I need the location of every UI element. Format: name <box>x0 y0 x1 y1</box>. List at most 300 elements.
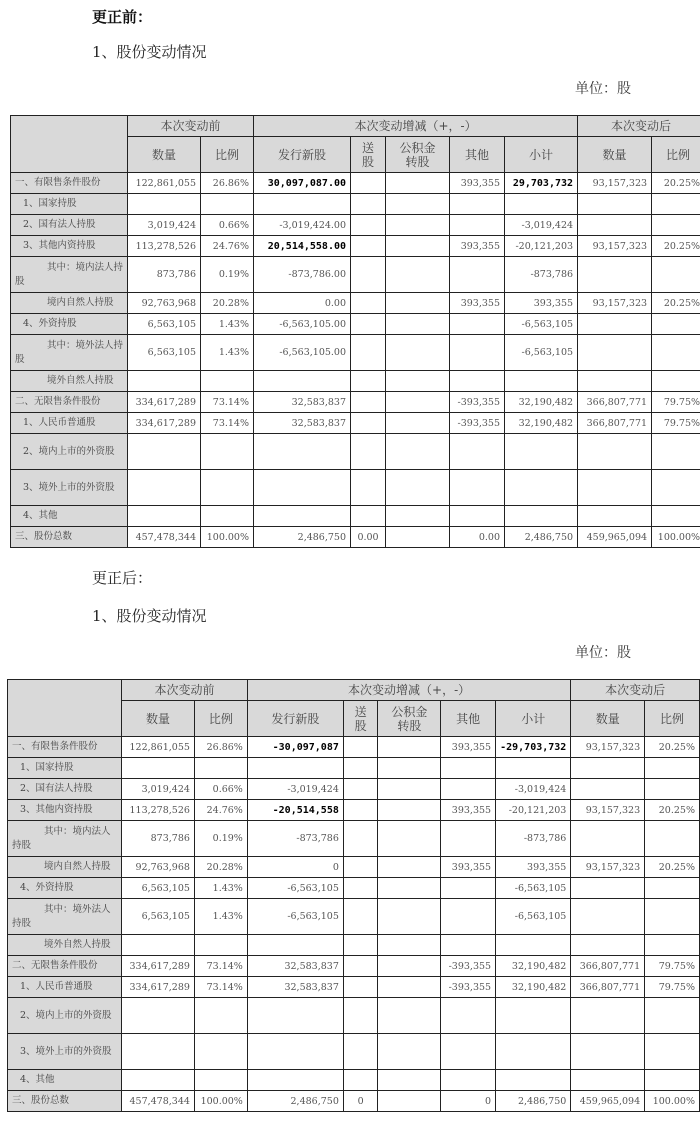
cell-ratio-after: 79.75% <box>645 956 700 977</box>
cell-new-issue: 20,514,558.00 <box>254 236 351 257</box>
cell-qty: 92,763,968 <box>128 293 201 314</box>
cell-reserve <box>386 506 450 527</box>
cell-reserve <box>386 527 450 548</box>
cell-ratio-after: 79.75% <box>652 392 700 413</box>
cell-ratio-after <box>652 257 700 293</box>
header-group-before: 本次变动前 <box>122 680 248 701</box>
cell-new-issue <box>247 1034 343 1070</box>
cell-reserve <box>386 293 450 314</box>
cell-bonus <box>351 506 386 527</box>
cell-ratio-after <box>652 194 700 215</box>
cell-bonus <box>343 956 378 977</box>
cell-reserve <box>386 371 450 392</box>
row-label: 2、境内上市的外资股 <box>8 998 122 1034</box>
cell-qty: 6,563,105 <box>128 335 201 371</box>
cell-qty-after <box>578 194 652 215</box>
cell-new-issue: -3,019,424.00 <box>254 215 351 236</box>
cell-new-issue: 0.00 <box>254 293 351 314</box>
row-label: 境内自然人持股 <box>8 857 122 878</box>
cell-reserve <box>378 998 441 1034</box>
cell-qty-after <box>571 779 645 800</box>
cell-subtotal: 29,703,732 <box>505 173 578 194</box>
cell-bonus <box>351 257 386 293</box>
cell-bonus <box>351 413 386 434</box>
cell-qty-after <box>578 434 652 470</box>
after-title: 更正后： <box>92 569 153 587</box>
cell-qty-after <box>571 998 645 1034</box>
table-row <box>11 434 700 470</box>
table-row <box>11 371 700 392</box>
cell-ratio <box>201 506 254 527</box>
cell-ratio-after <box>645 821 700 857</box>
cell-ratio <box>201 371 254 392</box>
cell-qty: 92,763,968 <box>122 857 195 878</box>
cell-reserve <box>386 470 450 506</box>
cell-other <box>450 257 505 293</box>
cell-bonus <box>343 857 378 878</box>
cell-new-issue: 32,583,837 <box>254 392 351 413</box>
cell-reserve <box>386 434 450 470</box>
cell-qty-after: 459,965,094 <box>578 527 652 548</box>
cell-subtotal <box>496 758 571 779</box>
cell-ratio-after: 20.25% <box>652 236 700 257</box>
cell-ratio: 73.14% <box>201 392 254 413</box>
cell-qty: 3,019,424 <box>128 215 201 236</box>
table-row <box>11 194 700 215</box>
cell-subtotal: 2,486,750 <box>505 527 578 548</box>
cell-ratio-after: 20.25% <box>645 857 700 878</box>
table-row <box>8 758 700 779</box>
cell-other: 393,355 <box>441 800 496 821</box>
cell-ratio: 73.14% <box>201 413 254 434</box>
cell-new-issue: 32,583,837 <box>247 977 343 998</box>
cell-other: -393,355 <box>450 413 505 434</box>
cell-ratio-after: 100.00% <box>645 1091 700 1112</box>
cell-other <box>450 470 505 506</box>
row-label: 1、人民币普通股 <box>8 977 122 998</box>
cell-bonus: 0.00 <box>351 527 386 548</box>
cell-qty: 334,617,289 <box>122 956 195 977</box>
cell-qty-after: 93,157,323 <box>571 800 645 821</box>
cell-ratio: 20.28% <box>201 293 254 314</box>
cell-other <box>450 335 505 371</box>
after-section-title: 1、股份变动情况 <box>92 607 207 625</box>
row-label: 3、其他内资持股 <box>11 236 128 257</box>
cell-new-issue: -6,563,105.00 <box>254 314 351 335</box>
cell-new-issue <box>254 371 351 392</box>
row-label: 4、其他 <box>11 506 128 527</box>
header-corner-cell <box>8 680 122 737</box>
cell-qty-after <box>571 1070 645 1091</box>
cell-other <box>441 821 496 857</box>
cell-subtotal: -3,019,424 <box>496 779 571 800</box>
row-label: 三、股份总数 <box>11 527 128 548</box>
cell-ratio-after <box>645 899 700 935</box>
header-subtotal: 小计 <box>496 701 571 737</box>
cell-qty: 873,786 <box>122 821 195 857</box>
cell-subtotal: -6,563,105 <box>496 899 571 935</box>
cell-qty-after: 366,807,771 <box>571 977 645 998</box>
cell-reserve <box>378 935 441 956</box>
cell-subtotal: 393,355 <box>505 293 578 314</box>
header-other: 其他 <box>441 701 496 737</box>
cell-subtotal: 393,355 <box>496 857 571 878</box>
table-row <box>11 215 700 236</box>
cell-other <box>441 1034 496 1070</box>
header-ratio-after: 比例 <box>645 701 700 737</box>
cell-new-issue: 32,583,837 <box>247 956 343 977</box>
cell-other: 0 <box>441 1091 496 1112</box>
cell-qty-after <box>571 758 645 779</box>
cell-ratio <box>201 194 254 215</box>
cell-ratio <box>194 758 247 779</box>
cell-ratio-after: 79.75% <box>652 413 700 434</box>
cell-qty <box>122 1070 195 1091</box>
cell-qty: 122,861,055 <box>128 173 201 194</box>
cell-qty: 3,019,424 <box>122 779 195 800</box>
cell-new-issue <box>254 470 351 506</box>
cell-other <box>441 1070 496 1091</box>
cell-ratio <box>194 935 247 956</box>
cell-ratio <box>194 1034 247 1070</box>
cell-qty-after: 93,157,323 <box>578 173 652 194</box>
cell-qty-after <box>571 878 645 899</box>
cell-qty-after <box>571 935 645 956</box>
cell-reserve <box>386 194 450 215</box>
cell-ratio: 24.76% <box>201 236 254 257</box>
cell-qty-after: 366,807,771 <box>578 413 652 434</box>
cell-ratio-after <box>652 506 700 527</box>
cell-qty-after <box>571 1034 645 1070</box>
cell-new-issue: -3,019,424 <box>247 779 343 800</box>
header-group-before: 本次变动前 <box>128 116 254 137</box>
cell-qty <box>128 506 201 527</box>
cell-ratio <box>194 998 247 1034</box>
header-new-issue: 发行新股 <box>254 137 351 173</box>
cell-qty-after <box>571 821 645 857</box>
cell-qty-after: 366,807,771 <box>578 392 652 413</box>
cell-ratio-after: 20.25% <box>645 737 700 758</box>
cell-ratio: 1.43% <box>201 335 254 371</box>
cell-other <box>441 779 496 800</box>
cell-qty <box>128 470 201 506</box>
cell-other <box>441 758 496 779</box>
table-row <box>8 857 700 878</box>
cell-ratio: 24.76% <box>194 800 247 821</box>
cell-reserve <box>386 314 450 335</box>
cell-ratio-after <box>645 779 700 800</box>
cell-qty: 122,861,055 <box>122 737 195 758</box>
cell-other: -393,355 <box>441 977 496 998</box>
cell-ratio: 73.14% <box>194 977 247 998</box>
row-label: 三、股份总数 <box>8 1091 122 1112</box>
cell-other: 393,355 <box>441 737 496 758</box>
header-qty-after: 数量 <box>578 137 652 173</box>
table-row <box>11 257 700 293</box>
row-label: 境外自然人持股 <box>11 371 128 392</box>
cell-ratio: 0.66% <box>194 779 247 800</box>
cell-qty-after: 93,157,323 <box>571 737 645 758</box>
row-label: 其中：境内法人持股 <box>11 257 128 293</box>
cell-ratio-after: 20.25% <box>645 800 700 821</box>
cell-bonus <box>343 878 378 899</box>
before-title: 更正前： <box>92 8 153 26</box>
table-row <box>8 800 700 821</box>
cell-qty-after <box>578 506 652 527</box>
cell-ratio-after <box>645 998 700 1034</box>
cell-ratio-after <box>652 434 700 470</box>
header-group-row <box>8 680 700 701</box>
cell-new-issue: -6,563,105 <box>247 899 343 935</box>
cell-qty-after <box>578 314 652 335</box>
cell-ratio-after <box>652 314 700 335</box>
cell-reserve <box>378 1091 441 1112</box>
cell-new-issue: 2,486,750 <box>254 527 351 548</box>
cell-new-issue <box>254 194 351 215</box>
cell-qty: 457,478,344 <box>122 1091 195 1112</box>
cell-qty: 6,563,105 <box>128 314 201 335</box>
cell-reserve <box>378 956 441 977</box>
cell-qty-after: 93,157,323 <box>578 293 652 314</box>
cell-qty-after: 93,157,323 <box>578 236 652 257</box>
cell-bonus <box>343 899 378 935</box>
cell-bonus <box>343 737 378 758</box>
cell-new-issue <box>247 935 343 956</box>
cell-subtotal <box>496 998 571 1034</box>
cell-ratio-after <box>652 470 700 506</box>
table-row <box>8 935 700 956</box>
cell-qty <box>128 371 201 392</box>
cell-ratio-after <box>645 1034 700 1070</box>
cell-qty: 334,617,289 <box>128 392 201 413</box>
table-row <box>11 293 700 314</box>
cell-subtotal: 32,190,482 <box>496 956 571 977</box>
table-row <box>8 998 700 1034</box>
cell-other <box>450 434 505 470</box>
row-label: 其中：境外法人持股 <box>11 335 128 371</box>
header-group-change: 本次变动增减（+，-） <box>254 116 578 137</box>
row-label: 1、国家持股 <box>8 758 122 779</box>
cell-bonus <box>351 215 386 236</box>
header-qty: 数量 <box>128 137 201 173</box>
header-group-after: 本次变动后 <box>571 680 700 701</box>
cell-reserve <box>378 899 441 935</box>
cell-bonus <box>343 977 378 998</box>
cell-bonus <box>351 434 386 470</box>
cell-new-issue: -6,563,105.00 <box>254 335 351 371</box>
cell-bonus <box>351 173 386 194</box>
row-label: 2、国有法人持股 <box>8 779 122 800</box>
cell-other: 393,355 <box>450 173 505 194</box>
table-row <box>8 977 700 998</box>
cell-ratio: 100.00% <box>201 527 254 548</box>
cell-new-issue <box>254 506 351 527</box>
row-label: 4、其他 <box>8 1070 122 1091</box>
cell-subtotal <box>496 1070 571 1091</box>
row-label: 二、无限售条件股份 <box>11 392 128 413</box>
cell-other <box>450 506 505 527</box>
cell-bonus <box>343 935 378 956</box>
cell-bonus <box>351 314 386 335</box>
cell-ratio-after: 79.75% <box>645 977 700 998</box>
cell-reserve <box>378 878 441 899</box>
header-ratio: 比例 <box>201 137 254 173</box>
cell-qty <box>122 935 195 956</box>
cell-qty: 113,278,526 <box>128 236 201 257</box>
header-corner-cell <box>11 116 128 173</box>
cell-bonus <box>351 194 386 215</box>
cell-ratio: 0.66% <box>201 215 254 236</box>
cell-subtotal: -3,019,424 <box>505 215 578 236</box>
cell-bonus <box>343 1034 378 1070</box>
row-label: 境内自然人持股 <box>11 293 128 314</box>
cell-ratio: 1.43% <box>201 314 254 335</box>
header-qty: 数量 <box>122 701 195 737</box>
table-row <box>8 737 700 758</box>
cell-new-issue: -6,563,105 <box>247 878 343 899</box>
cell-reserve <box>386 236 450 257</box>
cell-bonus <box>343 758 378 779</box>
cell-other <box>450 215 505 236</box>
cell-reserve <box>378 821 441 857</box>
cell-bonus <box>351 470 386 506</box>
row-label: 4、外资持股 <box>8 878 122 899</box>
table-row <box>11 173 700 194</box>
cell-subtotal <box>496 1034 571 1070</box>
cell-ratio <box>201 470 254 506</box>
cell-qty: 873,786 <box>128 257 201 293</box>
cell-qty-after: 93,157,323 <box>571 857 645 878</box>
before-section-title: 1、股份变动情况 <box>92 43 207 61</box>
cell-subtotal: -873,786 <box>505 257 578 293</box>
row-label: 3、境外上市的外资股 <box>8 1034 122 1070</box>
table-row <box>8 821 700 857</box>
table-row <box>11 413 700 434</box>
cell-qty-after <box>578 257 652 293</box>
cell-ratio: 1.43% <box>194 899 247 935</box>
cell-qty-after <box>578 335 652 371</box>
cell-new-issue: 0 <box>247 857 343 878</box>
cell-new-issue <box>254 434 351 470</box>
row-label: 2、国有法人持股 <box>11 215 128 236</box>
table-row <box>8 779 700 800</box>
cell-bonus: 0 <box>343 1091 378 1112</box>
cell-subtotal <box>505 470 578 506</box>
table-row <box>8 1070 700 1091</box>
cell-qty: 6,563,105 <box>122 878 195 899</box>
cell-bonus <box>343 998 378 1034</box>
cell-reserve <box>378 857 441 878</box>
cell-other: -393,355 <box>450 392 505 413</box>
cell-subtotal <box>505 434 578 470</box>
cell-qty <box>122 758 195 779</box>
cell-qty: 457,478,344 <box>128 527 201 548</box>
cell-bonus <box>343 779 378 800</box>
cell-reserve <box>378 758 441 779</box>
cell-qty: 334,617,289 <box>122 977 195 998</box>
cell-ratio: 26.86% <box>194 737 247 758</box>
cell-qty: 6,563,105 <box>122 899 195 935</box>
cell-ratio-after <box>645 935 700 956</box>
cell-qty-after <box>578 371 652 392</box>
cell-new-issue <box>247 998 343 1034</box>
cell-reserve <box>378 800 441 821</box>
cell-ratio: 20.28% <box>194 857 247 878</box>
cell-other: 0.00 <box>450 527 505 548</box>
cell-ratio: 26.86% <box>201 173 254 194</box>
row-label: 一、有限售条件股份 <box>8 737 122 758</box>
cell-bonus <box>351 293 386 314</box>
cell-qty <box>122 998 195 1034</box>
header-other: 其他 <box>450 137 505 173</box>
table-row <box>11 335 700 371</box>
cell-subtotal: -29,703,732 <box>496 737 571 758</box>
cell-subtotal: -6,563,105 <box>505 314 578 335</box>
cell-new-issue: 32,583,837 <box>254 413 351 434</box>
cell-qty-after <box>571 899 645 935</box>
cell-reserve <box>378 737 441 758</box>
table-row <box>11 470 700 506</box>
cell-other: -393,355 <box>441 956 496 977</box>
cell-reserve <box>378 779 441 800</box>
cell-reserve <box>378 1070 441 1091</box>
cell-bonus <box>351 335 386 371</box>
cell-new-issue: -873,786 <box>247 821 343 857</box>
cell-ratio <box>194 1070 247 1091</box>
cell-reserve <box>386 392 450 413</box>
cell-new-issue <box>247 1070 343 1091</box>
cell-ratio-after <box>652 335 700 371</box>
cell-ratio-after <box>645 878 700 899</box>
cell-other: 393,355 <box>441 857 496 878</box>
cell-other <box>441 878 496 899</box>
cell-bonus <box>351 236 386 257</box>
cell-subtotal: 32,190,482 <box>505 413 578 434</box>
cell-ratio: 1.43% <box>194 878 247 899</box>
table-row <box>8 956 700 977</box>
cell-other <box>441 998 496 1034</box>
cell-subtotal: -20,121,203 <box>505 236 578 257</box>
cell-bonus <box>351 371 386 392</box>
table-row <box>11 527 700 548</box>
after-unit-label: 单位：股 <box>575 645 631 661</box>
table-row <box>11 392 700 413</box>
row-label: 4、外资持股 <box>11 314 128 335</box>
cell-bonus <box>343 800 378 821</box>
header-subtotal: 小计 <box>505 137 578 173</box>
row-label: 其中：境外法人持股 <box>8 899 122 935</box>
after-share-change-table <box>7 679 700 1112</box>
cell-new-issue: -20,514,558 <box>247 800 343 821</box>
cell-qty <box>122 1034 195 1070</box>
cell-ratio: 0.19% <box>201 257 254 293</box>
cell-other: 393,355 <box>450 236 505 257</box>
cell-subtotal: -20,121,203 <box>496 800 571 821</box>
header-group-change: 本次变动增减（+，-） <box>247 680 570 701</box>
cell-new-issue <box>247 758 343 779</box>
row-label: 2、境内上市的外资股 <box>11 434 128 470</box>
cell-subtotal <box>505 194 578 215</box>
table-row <box>11 314 700 335</box>
cell-ratio-after <box>652 215 700 236</box>
cell-ratio: 100.00% <box>194 1091 247 1112</box>
header-reserve: 公积金转股 <box>386 137 450 173</box>
cell-subtotal: -6,563,105 <box>496 878 571 899</box>
cell-subtotal: -873,786 <box>496 821 571 857</box>
cell-reserve <box>386 335 450 371</box>
cell-bonus <box>351 392 386 413</box>
cell-qty-after: 459,965,094 <box>571 1091 645 1112</box>
